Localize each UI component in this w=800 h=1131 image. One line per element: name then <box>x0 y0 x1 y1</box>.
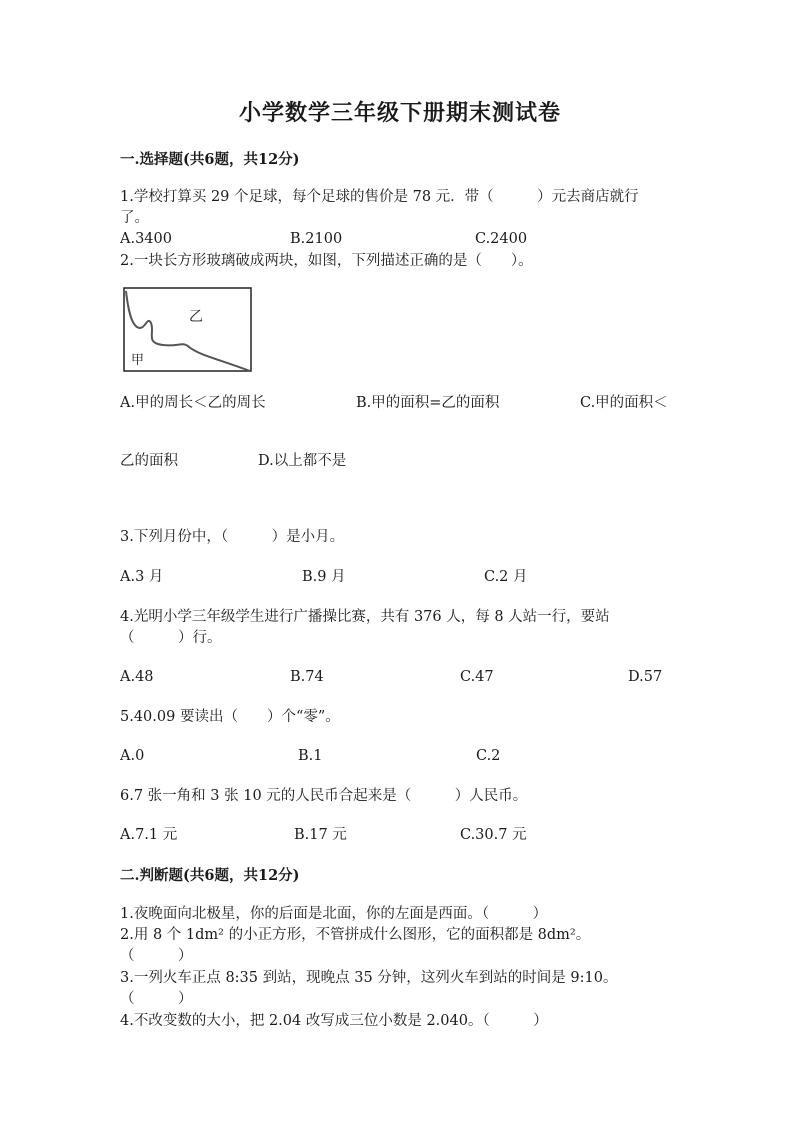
question-2-option-a: A.甲的周长＜乙的周长 <box>120 395 266 411</box>
broken-glass-figure <box>123 287 253 373</box>
question-5-option-b: B.1 <box>298 748 323 764</box>
judge-3-line2: （ ） <box>120 991 193 1007</box>
question-5-text: 5.40.09 要读出（ ）个“零”。 <box>120 709 340 725</box>
crack-line <box>126 291 250 371</box>
judge-2-line1: 2.用 8 个 1dm² 的小正方形，不管拼成什么图形，它的面积都是 8dm²。 <box>120 927 591 943</box>
question-1-option-c: C.2400 <box>475 231 528 247</box>
question-2-option-c-continued: 乙的面积 <box>120 453 178 469</box>
question-4-line1: 4.光明小学三年级学生进行广播操比赛，共有 376 人，每 8 人站一行，要站 <box>120 609 610 625</box>
question-5-option-a: A.0 <box>120 748 145 764</box>
figure-label-yi: 乙 <box>189 309 203 325</box>
section-choice-heading: 一.选择题(共6题，共12分) <box>120 151 300 168</box>
question-3-text: 3.下列月份中，（ ）是小月。 <box>120 529 345 545</box>
question-1-option-b: B.2100 <box>290 231 343 247</box>
judge-2-line2: （ ） <box>120 948 193 964</box>
question-3-option-c: C.2 月 <box>484 569 528 585</box>
question-2-option-b: B.甲的面积=乙的面积 <box>356 395 500 411</box>
question-6-text: 6.7 张一角和 3 张 10 元的人民币合起来是（ ）人民币。 <box>120 788 528 804</box>
question-4-option-a: A.48 <box>120 669 154 685</box>
question-6-option-c: C.30.7 元 <box>460 827 527 843</box>
question-5-option-c: C.2 <box>476 748 501 764</box>
question-1-option-a: A.3400 <box>120 231 172 247</box>
question-4-option-b: B.74 <box>290 669 324 685</box>
judge-1: 1.夜晚面向北极星，你的后面是北面，你的左面是西面。（ ） <box>120 906 548 922</box>
question-2-option-c: C.甲的面积＜ <box>580 395 668 411</box>
judge-3-line1: 3.一列火车正点 8:35 到站，现晚点 35 分钟，这列火车到站的时间是 9:10。 <box>120 970 618 986</box>
question-6-option-a: A.7.1 元 <box>120 827 178 843</box>
question-3-option-a: A.3 月 <box>120 569 164 585</box>
question-3-option-b: B.9 月 <box>302 569 346 585</box>
section-judge-heading: 二.判断题(共6题，共12分) <box>120 867 300 884</box>
question-1-line1: 1.学校打算买 29 个足球，每个足球的售价是 78 元．带（ ）元去商店就行 <box>120 189 639 205</box>
page-title: 小学数学三年级下册期末测试卷 <box>238 100 561 126</box>
question-6-option-b: B.17 元 <box>294 827 347 843</box>
question-4-option-d: D.57 <box>628 669 663 685</box>
judge-4: 4.不改变数的大小，把 2.04 改写成三位小数是 2.040。（ ） <box>120 1013 548 1029</box>
question-4-line2: （ ）行。 <box>120 630 222 646</box>
question-1-line2: 了。 <box>120 210 149 226</box>
figure-label-jia: 甲 <box>131 353 145 368</box>
question-2-text: 2.一块长方形玻璃破成两块，如图，下列描述正确的是（ ）。 <box>120 253 533 269</box>
question-2-option-d: D.以上都不是 <box>258 453 347 469</box>
question-4-option-c: C.47 <box>460 669 494 685</box>
